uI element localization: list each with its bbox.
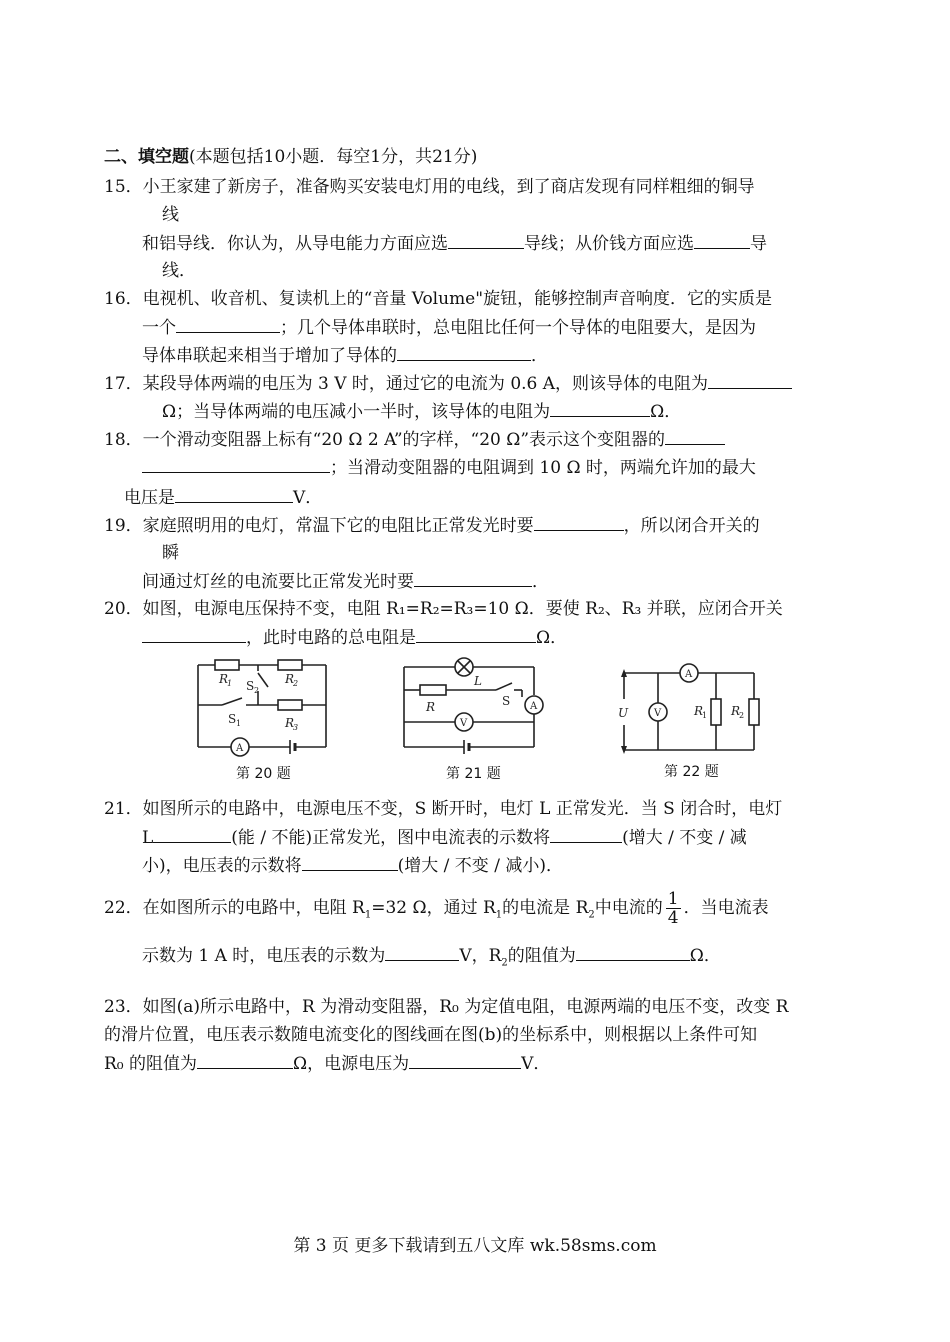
section-note: (本题包括10小题．每空1分，共21分) [189,147,478,167]
q21-line2: L (能 / 不能)正常发光，图中电流表的示数将 (增大 / 不变 / 减 [142,828,747,848]
svg-text:V: V [654,708,662,719]
q17-line1: 17．某段导体两端的电压为 3 V 时，通过它的电流为 0.6 A，则该导体的电阻为 [104,372,792,395]
answer-blank[interactable] [694,232,750,249]
section-heading [104,146,477,168]
q18-line3: 电压是 V． [124,488,323,508]
svg-text:S: S [228,712,237,726]
q23-line1: 23．如图(a)所示电路中，R 为滑动变阻器，R₀ 为定值电阻，电源两端的电压不变，改变 R [104,997,789,1017]
svg-text:A: A [530,701,538,712]
circuit-figure-22 [612,655,762,763]
q18-line2: ；当滑动变阻器的电阻调到 10 Ω 时，两端允许加的最大 [142,456,756,479]
q22-line1: 22．在如图所示的电路中，电阻 $R_1=32$ Ω，通过 $R_1$的电流是 $R_2$中电流的 $\frac{1}{4}$ ．当电流表 [104,889,769,928]
resistor-r2 [749,699,759,725]
q15-line2: 线 [162,205,179,225]
svg-text:1: 1 [227,679,233,688]
svg-text:R: R [219,672,229,686]
answer-blank[interactable] [142,456,330,473]
circuit-figure-21 [398,655,548,763]
answer-blank[interactable] [414,570,532,587]
q17-line2: Ω；当导体两端的电压减小一半时，该导体的电阻为 Ω． [162,402,682,422]
figure-22-caption: 第 22 题 [664,764,719,780]
answer-blank[interactable] [576,944,690,961]
svg-text:3: 3 [293,723,299,732]
resistor-r1 [215,660,239,670]
answer-blank[interactable] [708,372,792,389]
answer-blank[interactable] [409,1052,521,1069]
svg-text:R: R [285,672,295,686]
svg-text:1: 1 [702,711,708,720]
page-footer: 第 3 页 更多下载请到五八文库 wk.58sms.com [293,1236,657,1256]
svg-text:S: S [246,679,255,693]
q19-line1: 19．家庭照明用的电灯，常温下它的电阻比正常发光时要 ，所以闭合开关的 [104,516,760,536]
svg-text:R: R [731,704,741,718]
svg-text:A: A [685,669,693,680]
section-title: 二、填空题 [104,147,189,167]
resistor-r [420,685,446,695]
svg-text:2: 2 [739,711,745,720]
svg-text:2: 2 [293,679,299,688]
svg-text:2: 2 [254,686,260,695]
answer-blank[interactable] [176,316,280,333]
answer-blank[interactable] [665,428,725,445]
svg-text:1: 1 [236,719,242,728]
figure-20-caption: 第 20 题 [236,766,291,782]
answer-blank[interactable] [550,400,650,417]
q15-line4: 线． [162,261,196,281]
svg-text:R: R [285,716,295,730]
svg-text:R: R [426,700,436,714]
resistor-r2 [278,660,302,670]
answer-blank[interactable] [416,626,536,643]
svg-text:S: S [502,694,511,708]
answer-blank[interactable] [142,626,246,643]
answer-blank[interactable] [175,486,293,503]
circuit-figure-20 [190,655,340,763]
q23-line3: R₀ 的阻值为 Ω，电源电压为 V． [104,1054,551,1074]
q22-line2: 示数为 1 A 时，电压表的示数为 V，$R_2$的阻值为 Ω． [142,946,721,969]
figure-21-caption: 第 21 题 [446,766,501,782]
resistor-r3 [278,700,302,710]
q16-line3: 导体串联起来相当于增加了导体的 ． [142,346,548,366]
answer-blank[interactable] [534,514,624,531]
q20-line1: 20．如图，电源电压保持不变，电阻 R₁=R₂=R₃=10 Ω．要使 R₂、R₃ 并联，应闭合开关 [104,599,783,619]
answer-blank[interactable] [302,854,398,871]
answer-blank[interactable] [448,232,524,249]
q21-line3: 小)，电压表的示数将 (增大 / 不变 / 减小)． [142,856,563,876]
q16-line2: 一个 ；几个导体串联时，总电阻比任何一个导体的电阻要大，是因为 [142,318,756,338]
svg-text:A: A [236,743,244,754]
q19-line2: 瞬 [162,543,179,563]
svg-text:L: L [474,674,482,688]
answer-blank[interactable] [153,826,231,843]
resistor-r1 [711,699,721,725]
q15-line3: 和铝导线．你认为，从导电能力方面应选 导线；从价钱方面应选 导 [142,234,767,254]
answer-blank[interactable] [197,1052,293,1069]
q19-line3: 间通过灯丝的电流要比正常发光时要 ． [142,572,549,592]
answer-blank[interactable] [550,826,622,843]
q20-line2: ，此时电路的总电阻是 Ω． [142,626,567,649]
svg-text:V: V [460,718,468,729]
answer-blank[interactable] [397,344,531,361]
q18-line1: 18．一个滑动变阻器上标有“20 Ω 2 A”的字样，“20 Ω”表示这个变阻器的 [104,428,725,451]
q21-line1: 21．如图所示的电路中，电源电压不变，S 断开时，电灯 L 正常发光．当 S 闭合时，电灯 [104,799,783,819]
svg-text:U: U [618,706,629,720]
svg-text:R: R [694,704,704,718]
answer-blank[interactable] [385,944,459,961]
q16-line1: 16．电视机、收音机、复读机上的“音量 Volume"旋钮，能够控制声音响度．它的实质是 [104,289,773,309]
fraction-one-quarter: $\frac{1}{4}$ [667,889,679,928]
q23-line2: 的滑片位置，电压表示数随电流变化的图线画在图(b)的坐标系中，则根据以上条件可知 [104,1025,758,1045]
q15-line1: 15．小王家建了新房子，准备购买安装电灯用的电线，到了商店发现有同样粗细的铜导 [104,177,755,197]
